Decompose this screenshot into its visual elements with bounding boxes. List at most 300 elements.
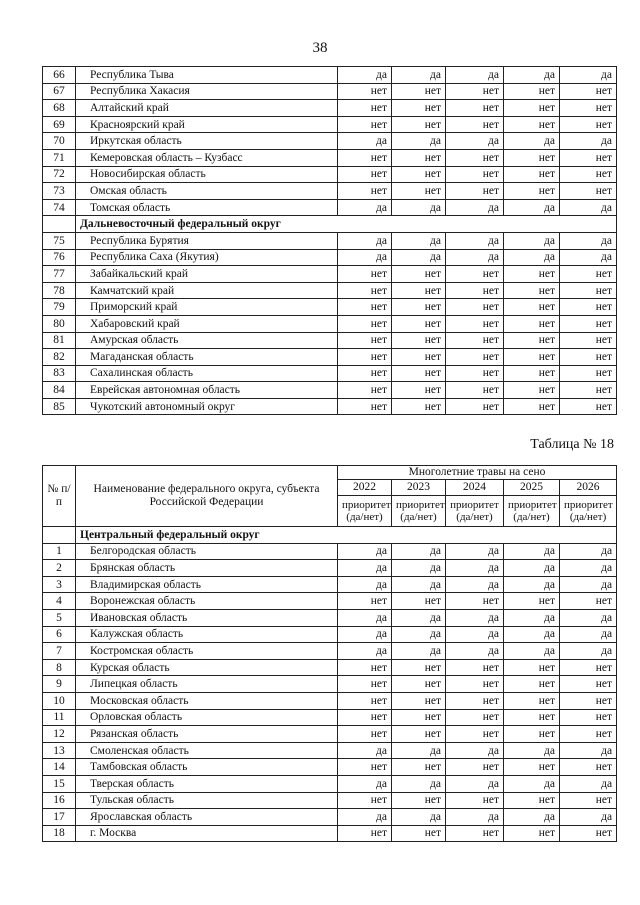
- row-number: 66: [43, 67, 76, 84]
- priority-value: нет: [446, 349, 504, 366]
- priority-value: нет: [504, 759, 560, 776]
- region-name: Рязанская область: [76, 726, 338, 743]
- region-name: Омская область: [76, 183, 338, 200]
- table-row: [43, 83, 617, 100]
- priority-value: нет: [504, 100, 560, 117]
- header-num: № п/п: [43, 466, 76, 527]
- priority-value: нет: [446, 825, 504, 842]
- region-name: Магаданская область: [76, 349, 338, 366]
- table-row: [43, 609, 617, 626]
- priority-value: да: [446, 232, 504, 249]
- priority-value: нет: [504, 332, 560, 349]
- priority-value: нет: [560, 593, 617, 610]
- row-number: 75: [43, 232, 76, 249]
- priority-value: да: [560, 232, 617, 249]
- priority-value: да: [338, 133, 392, 150]
- priority-value: да: [392, 133, 446, 150]
- table-row: [43, 560, 617, 577]
- row-number: 78: [43, 282, 76, 299]
- row-number: 85: [43, 398, 76, 415]
- header-year: 2022: [338, 480, 392, 496]
- priority-value: нет: [446, 299, 504, 316]
- priority-value: нет: [392, 282, 446, 299]
- table-row: [43, 116, 617, 133]
- priority-value: нет: [560, 332, 617, 349]
- region-name: Томская область: [76, 199, 338, 216]
- region-name: Еврейская автономная область: [76, 382, 338, 399]
- priority-value: нет: [560, 659, 617, 676]
- priority-value: нет: [338, 166, 392, 183]
- priority-value: нет: [504, 692, 560, 709]
- row-number: 5: [43, 609, 76, 626]
- district-num-cell: [43, 527, 76, 544]
- header-year: 2025: [504, 480, 560, 496]
- region-name: Липецкая область: [76, 676, 338, 693]
- header-priority: приоритет (да/нет): [560, 496, 617, 527]
- priority-value: нет: [504, 709, 560, 726]
- row-number: 2: [43, 560, 76, 577]
- priority-value: нет: [392, 792, 446, 809]
- priority-value: нет: [392, 709, 446, 726]
- header-priority: приоритет (да/нет): [392, 496, 446, 527]
- priority-value: нет: [504, 726, 560, 743]
- priority-value: да: [338, 543, 392, 560]
- priority-value: нет: [560, 365, 617, 382]
- priority-value: да: [504, 609, 560, 626]
- priority-value: да: [504, 742, 560, 759]
- priority-value: да: [392, 775, 446, 792]
- priority-value: нет: [338, 315, 392, 332]
- priority-value: нет: [446, 398, 504, 415]
- priority-value: нет: [392, 593, 446, 610]
- priority-value: да: [560, 809, 617, 826]
- table-row: [43, 593, 617, 610]
- priority-value: нет: [446, 315, 504, 332]
- priority-value: да: [392, 249, 446, 266]
- region-name: Тульская область: [76, 792, 338, 809]
- priority-value: нет: [560, 382, 617, 399]
- priority-value: нет: [446, 726, 504, 743]
- priority-table-18: [42, 465, 617, 842]
- row-number: 11: [43, 709, 76, 726]
- priority-value: да: [504, 576, 560, 593]
- row-number: 84: [43, 382, 76, 399]
- priority-value: нет: [338, 726, 392, 743]
- priority-value: нет: [392, 83, 446, 100]
- priority-value: нет: [446, 166, 504, 183]
- priority-value: нет: [392, 676, 446, 693]
- table-row: [43, 166, 617, 183]
- region-name: Сахалинская область: [76, 365, 338, 382]
- priority-value: да: [338, 249, 392, 266]
- header-year: 2024: [446, 480, 504, 496]
- row-number: 10: [43, 692, 76, 709]
- table-row: [43, 349, 617, 366]
- priority-value: да: [392, 67, 446, 84]
- region-name: Забайкальский край: [76, 266, 338, 283]
- region-name: Ивановская область: [76, 609, 338, 626]
- priority-value: нет: [392, 659, 446, 676]
- priority-value: нет: [392, 398, 446, 415]
- row-number: 80: [43, 315, 76, 332]
- priority-value: да: [392, 232, 446, 249]
- priority-value: да: [338, 199, 392, 216]
- table-row: [43, 659, 617, 676]
- row-number: 7: [43, 643, 76, 660]
- priority-value: нет: [560, 676, 617, 693]
- region-name: Приморский край: [76, 299, 338, 316]
- priority-value: нет: [560, 83, 617, 100]
- row-number: 76: [43, 249, 76, 266]
- row-number: 71: [43, 149, 76, 166]
- row-number: 12: [43, 726, 76, 743]
- priority-value: нет: [504, 382, 560, 399]
- row-number: 79: [43, 299, 76, 316]
- header-group: Многолетние травы на сено: [338, 466, 617, 480]
- priority-value: нет: [392, 825, 446, 842]
- priority-value: нет: [446, 332, 504, 349]
- region-name: Тверская область: [76, 775, 338, 792]
- priority-value: нет: [392, 332, 446, 349]
- region-name: Новосибирская область: [76, 166, 338, 183]
- priority-value: да: [504, 133, 560, 150]
- priority-value: да: [504, 199, 560, 216]
- table-row: [43, 100, 617, 117]
- table-row: [43, 626, 617, 643]
- priority-value: нет: [446, 593, 504, 610]
- priority-value: нет: [504, 315, 560, 332]
- region-name: Чукотский автономный округ: [76, 398, 338, 415]
- row-number: 18: [43, 825, 76, 842]
- priority-value: нет: [560, 299, 617, 316]
- priority-value: да: [504, 626, 560, 643]
- header-name: Наименование федерального округа, субъекта Российской Федерации: [76, 466, 338, 527]
- priority-value: да: [392, 809, 446, 826]
- region-name: Камчатский край: [76, 282, 338, 299]
- priority-value: да: [446, 543, 504, 560]
- priority-value: нет: [392, 365, 446, 382]
- priority-value: нет: [504, 83, 560, 100]
- row-number: 14: [43, 759, 76, 776]
- table-row: [43, 249, 617, 266]
- priority-value: нет: [446, 676, 504, 693]
- priority-value: да: [560, 643, 617, 660]
- priority-value: нет: [338, 593, 392, 610]
- priority-value: нет: [392, 299, 446, 316]
- priority-value: нет: [392, 149, 446, 166]
- region-name: Амурская область: [76, 332, 338, 349]
- priority-value: нет: [338, 332, 392, 349]
- region-name: Московская область: [76, 692, 338, 709]
- table-row: [43, 332, 617, 349]
- row-number: 6: [43, 626, 76, 643]
- priority-value: нет: [504, 116, 560, 133]
- priority-value: нет: [338, 116, 392, 133]
- priority-value: да: [560, 576, 617, 593]
- priority-value: да: [560, 133, 617, 150]
- region-name: Республика Хакасия: [76, 83, 338, 100]
- priority-value: нет: [446, 759, 504, 776]
- priority-value: нет: [504, 676, 560, 693]
- row-number: 69: [43, 116, 76, 133]
- region-name: Иркутская область: [76, 133, 338, 150]
- region-name: Республика Тыва: [76, 67, 338, 84]
- priority-value: да: [392, 742, 446, 759]
- priority-value: да: [504, 809, 560, 826]
- priority-value: нет: [338, 149, 392, 166]
- priority-value: да: [392, 199, 446, 216]
- priority-value: нет: [560, 709, 617, 726]
- region-name: Орловская область: [76, 709, 338, 726]
- row-number: 17: [43, 809, 76, 826]
- priority-value: нет: [560, 759, 617, 776]
- priority-value: нет: [560, 100, 617, 117]
- priority-value: да: [446, 626, 504, 643]
- row-number: 1: [43, 543, 76, 560]
- priority-value: да: [504, 775, 560, 792]
- region-name: Ярославская область: [76, 809, 338, 826]
- priority-value: нет: [560, 166, 617, 183]
- priority-value: да: [446, 133, 504, 150]
- priority-value: нет: [338, 676, 392, 693]
- priority-value: нет: [446, 100, 504, 117]
- priority-value: нет: [338, 709, 392, 726]
- priority-value: нет: [392, 692, 446, 709]
- row-number: 8: [43, 659, 76, 676]
- priority-value: да: [446, 249, 504, 266]
- priority-value: да: [338, 775, 392, 792]
- priority-value: нет: [560, 183, 617, 200]
- priority-value: нет: [560, 398, 617, 415]
- priority-value: нет: [392, 166, 446, 183]
- priority-value: да: [446, 560, 504, 577]
- row-number: 83: [43, 365, 76, 382]
- priority-value: нет: [446, 83, 504, 100]
- priority-value: да: [392, 626, 446, 643]
- row-number: 13: [43, 742, 76, 759]
- priority-value: нет: [560, 266, 617, 283]
- priority-value: нет: [392, 382, 446, 399]
- priority-value: нет: [560, 149, 617, 166]
- region-name: Брянская область: [76, 560, 338, 577]
- priority-value: нет: [504, 166, 560, 183]
- region-name: Воронежская область: [76, 593, 338, 610]
- priority-value: нет: [338, 100, 392, 117]
- row-number: 73: [43, 183, 76, 200]
- priority-value: да: [338, 560, 392, 577]
- district-num-cell: [43, 216, 76, 233]
- table-row: [43, 692, 617, 709]
- table-row: [43, 365, 617, 382]
- priority-value: нет: [446, 365, 504, 382]
- priority-value: нет: [504, 398, 560, 415]
- header-priority: приоритет (да/нет): [504, 496, 560, 527]
- table-row: [43, 232, 617, 249]
- row-number: 4: [43, 593, 76, 610]
- priority-value: нет: [504, 593, 560, 610]
- priority-value: да: [446, 643, 504, 660]
- priority-value: нет: [504, 792, 560, 809]
- row-number: 77: [43, 266, 76, 283]
- priority-value: да: [338, 67, 392, 84]
- priority-value: да: [446, 67, 504, 84]
- region-name: Алтайский край: [76, 100, 338, 117]
- district-row: [43, 527, 617, 544]
- priority-value: нет: [338, 183, 392, 200]
- table-row: [43, 199, 617, 216]
- priority-value: да: [446, 609, 504, 626]
- priority-value: да: [504, 560, 560, 577]
- priority-value: да: [504, 643, 560, 660]
- priority-value: нет: [446, 792, 504, 809]
- priority-value: да: [504, 232, 560, 249]
- table-row: [43, 398, 617, 415]
- region-name: Калужская область: [76, 626, 338, 643]
- priority-value: да: [338, 643, 392, 660]
- row-number: 9: [43, 676, 76, 693]
- priority-value: нет: [446, 183, 504, 200]
- row-number: 70: [43, 133, 76, 150]
- priority-value: да: [560, 609, 617, 626]
- row-number: 16: [43, 792, 76, 809]
- table-row: [43, 382, 617, 399]
- table-row: [43, 282, 617, 299]
- priority-value: нет: [504, 299, 560, 316]
- row-number: 67: [43, 83, 76, 100]
- table-row: [43, 643, 617, 660]
- table1-body: [43, 67, 617, 415]
- priority-value: да: [446, 809, 504, 826]
- region-name: г. Москва: [76, 825, 338, 842]
- priority-value: да: [504, 67, 560, 84]
- priority-value: да: [338, 609, 392, 626]
- priority-value: нет: [446, 382, 504, 399]
- priority-value: да: [392, 609, 446, 626]
- priority-value: да: [504, 543, 560, 560]
- table2-header: [43, 466, 617, 527]
- district-name: Дальневосточный федеральный округ: [76, 216, 617, 233]
- region-name: Тамбовская область: [76, 759, 338, 776]
- table-row: [43, 133, 617, 150]
- priority-value: да: [560, 199, 617, 216]
- table-row: [43, 775, 617, 792]
- priority-value: нет: [338, 792, 392, 809]
- priority-value: да: [560, 67, 617, 84]
- priority-value: нет: [446, 282, 504, 299]
- region-name: Красноярский край: [76, 116, 338, 133]
- priority-value: нет: [338, 365, 392, 382]
- priority-value: нет: [446, 149, 504, 166]
- priority-value: нет: [560, 116, 617, 133]
- priority-value: да: [392, 543, 446, 560]
- priority-value: нет: [446, 709, 504, 726]
- district-row: [43, 216, 617, 233]
- priority-value: нет: [338, 83, 392, 100]
- region-name: Кемеровская область – Кузбасс: [76, 149, 338, 166]
- header-year: 2026: [560, 480, 617, 496]
- priority-value: нет: [392, 759, 446, 776]
- table-row: [43, 543, 617, 560]
- priority-value: нет: [392, 116, 446, 133]
- priority-value: нет: [504, 659, 560, 676]
- priority-value: нет: [338, 659, 392, 676]
- district-name: Центральный федеральный округ: [76, 527, 617, 544]
- region-name: Республика Бурятия: [76, 232, 338, 249]
- priority-value: да: [446, 576, 504, 593]
- row-number: 15: [43, 775, 76, 792]
- priority-value: нет: [504, 825, 560, 842]
- table-row: [43, 266, 617, 283]
- priority-value: нет: [338, 825, 392, 842]
- header-priority: приоритет (да/нет): [446, 496, 504, 527]
- priority-value: нет: [504, 282, 560, 299]
- table-row: [43, 825, 617, 842]
- priority-value: да: [560, 626, 617, 643]
- table-row: [43, 742, 617, 759]
- priority-value: нет: [560, 726, 617, 743]
- table-row: [43, 792, 617, 809]
- table-row: [43, 315, 617, 332]
- table-row: [43, 183, 617, 200]
- table-row: [43, 149, 617, 166]
- priority-table-continued: [42, 66, 617, 415]
- row-number: 74: [43, 199, 76, 216]
- priority-value: нет: [392, 349, 446, 366]
- header-priority: приоритет (да/нет): [338, 496, 392, 527]
- priority-value: нет: [504, 149, 560, 166]
- table-caption: Таблица № 18: [530, 437, 614, 452]
- priority-value: нет: [504, 349, 560, 366]
- table-row: [43, 759, 617, 776]
- region-name: Смоленская область: [76, 742, 338, 759]
- priority-value: да: [560, 560, 617, 577]
- priority-value: нет: [338, 266, 392, 283]
- priority-value: нет: [446, 659, 504, 676]
- priority-value: да: [338, 626, 392, 643]
- page-number: 38: [312, 40, 328, 56]
- priority-value: нет: [338, 398, 392, 415]
- row-number: 68: [43, 100, 76, 117]
- priority-value: нет: [338, 349, 392, 366]
- priority-value: нет: [392, 183, 446, 200]
- priority-value: нет: [560, 692, 617, 709]
- priority-value: нет: [338, 299, 392, 316]
- priority-value: да: [338, 742, 392, 759]
- table-row: [43, 576, 617, 593]
- priority-value: нет: [338, 759, 392, 776]
- priority-value: нет: [504, 266, 560, 283]
- priority-value: нет: [338, 382, 392, 399]
- header-year: 2023: [392, 480, 446, 496]
- priority-value: нет: [446, 266, 504, 283]
- priority-value: нет: [560, 349, 617, 366]
- region-name: Республика Саха (Якутия): [76, 249, 338, 266]
- priority-value: нет: [446, 116, 504, 133]
- priority-value: нет: [560, 792, 617, 809]
- priority-value: да: [338, 809, 392, 826]
- table-row: [43, 709, 617, 726]
- priority-value: нет: [560, 282, 617, 299]
- row-number: 3: [43, 576, 76, 593]
- priority-value: да: [560, 543, 617, 560]
- region-name: Курская область: [76, 659, 338, 676]
- priority-value: да: [338, 232, 392, 249]
- region-name: Костромская область: [76, 643, 338, 660]
- row-number: 72: [43, 166, 76, 183]
- priority-value: да: [560, 249, 617, 266]
- priority-value: нет: [446, 692, 504, 709]
- priority-value: да: [560, 775, 617, 792]
